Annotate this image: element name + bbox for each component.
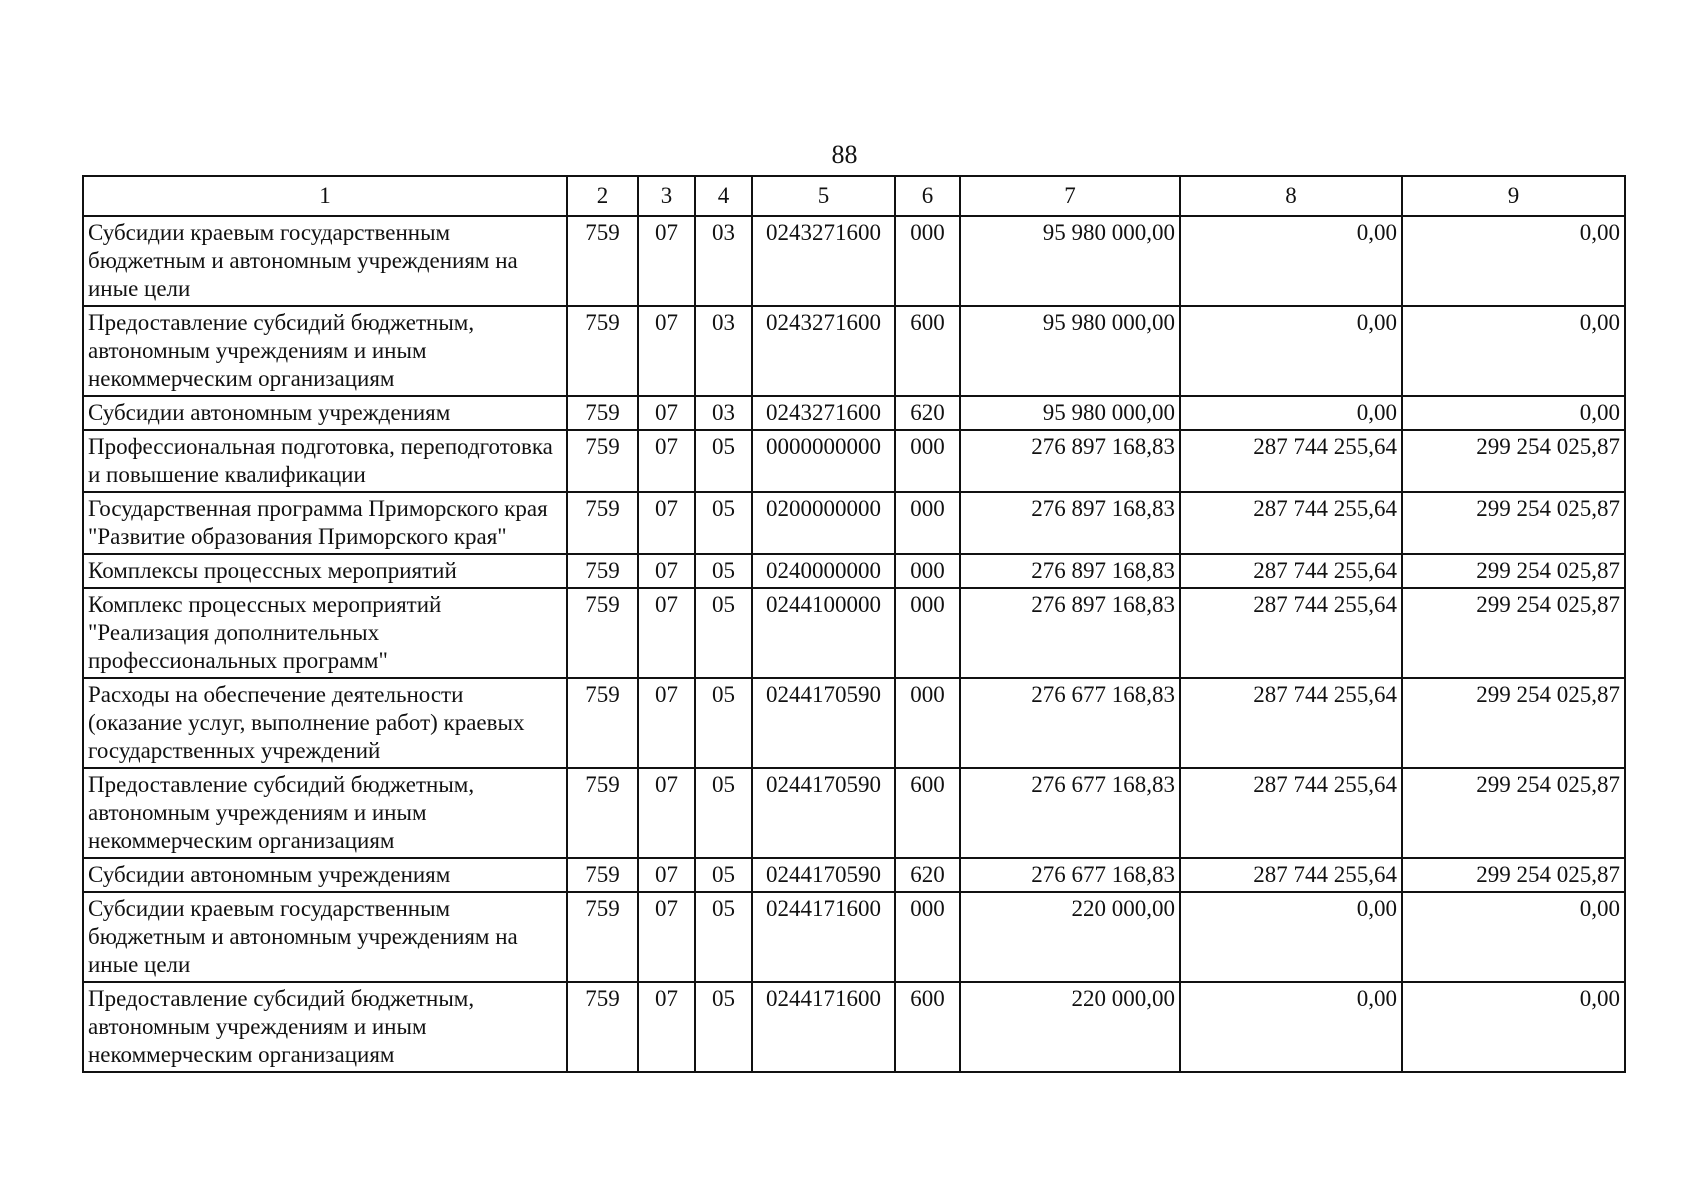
amount-col-8: 0,00 — [1180, 396, 1402, 430]
amount-col-9: 299 254 025,87 — [1402, 768, 1625, 858]
ministry-code: 759 — [567, 858, 638, 892]
table-row — [83, 492, 1625, 554]
column-header: 1 — [83, 176, 567, 216]
amount-col-9: 299 254 025,87 — [1402, 678, 1625, 768]
target-article-code: 0244170590 — [752, 858, 895, 892]
expense-type-code: 000 — [895, 892, 960, 982]
amount-col-9: 299 254 025,87 — [1402, 492, 1625, 554]
section-code: 07 — [638, 892, 695, 982]
expense-type-code: 620 — [895, 396, 960, 430]
expense-type-code: 600 — [895, 768, 960, 858]
target-article-code: 0244171600 — [752, 892, 895, 982]
amount-col-9: 0,00 — [1402, 306, 1625, 396]
item-name: Расходы на обеспечение деятельности (оказание услуг, выполнение работ) краевых государственных учреждений — [83, 678, 567, 768]
amount-col-7: 276 677 168,83 — [960, 768, 1180, 858]
amount-col-9: 299 254 025,87 — [1402, 588, 1625, 678]
subsection-code: 05 — [695, 678, 752, 768]
ministry-code: 759 — [567, 892, 638, 982]
item-name: Субсидии автономным учреждениям — [83, 858, 567, 892]
target-article-code: 0244171600 — [752, 982, 895, 1072]
amount-col-8: 287 744 255,64 — [1180, 678, 1402, 768]
table-row — [83, 216, 1625, 306]
amount-col-7: 220 000,00 — [960, 982, 1180, 1072]
section-code: 07 — [638, 678, 695, 768]
expense-type-code: 000 — [895, 588, 960, 678]
target-article-code: 0200000000 — [752, 492, 895, 554]
column-header: 2 — [567, 176, 638, 216]
amount-col-9: 299 254 025,87 — [1402, 554, 1625, 588]
section-code: 07 — [638, 492, 695, 554]
page-number: 88 — [831, 140, 858, 169]
ministry-code: 759 — [567, 678, 638, 768]
column-header: 3 — [638, 176, 695, 216]
amount-col-8: 287 744 255,64 — [1180, 554, 1402, 588]
subsection-code: 05 — [695, 768, 752, 858]
target-article-code: 0243271600 — [752, 306, 895, 396]
table-row — [83, 588, 1625, 678]
ministry-code: 759 — [567, 982, 638, 1072]
target-article-code: 0244170590 — [752, 678, 895, 768]
table-row — [83, 306, 1625, 396]
ministry-code: 759 — [567, 306, 638, 396]
amount-col-8: 0,00 — [1180, 982, 1402, 1072]
amount-col-9: 0,00 — [1402, 892, 1625, 982]
subsection-code: 03 — [695, 396, 752, 430]
table-row — [83, 396, 1625, 430]
amount-col-9: 0,00 — [1402, 216, 1625, 306]
amount-col-9: 0,00 — [1402, 396, 1625, 430]
column-header: 4 — [695, 176, 752, 216]
target-article-code: 0244170590 — [752, 768, 895, 858]
amount-col-7: 276 897 168,83 — [960, 492, 1180, 554]
section-code: 07 — [638, 588, 695, 678]
column-header: 8 — [1180, 176, 1402, 216]
section-code: 07 — [638, 554, 695, 588]
item-name: Предоставление субсидий бюджетным, автономным учреждениям и иным некоммерческим организациям — [83, 306, 567, 396]
amount-col-8: 287 744 255,64 — [1180, 768, 1402, 858]
column-header: 6 — [895, 176, 960, 216]
table-row — [83, 678, 1625, 768]
table-row — [83, 892, 1625, 982]
amount-col-7: 95 980 000,00 — [960, 306, 1180, 396]
item-name: Профессиональная подготовка, переподготовка и повышение квалификации — [83, 430, 567, 492]
ministry-code: 759 — [567, 216, 638, 306]
subsection-code: 05 — [695, 982, 752, 1072]
section-code: 07 — [638, 768, 695, 858]
ministry-code: 759 — [567, 396, 638, 430]
section-code: 07 — [638, 982, 695, 1072]
subsection-code: 05 — [695, 588, 752, 678]
item-name: Государственная программа Приморского края "Развитие образования Приморского края" — [83, 492, 567, 554]
ministry-code: 759 — [567, 430, 638, 492]
table-row — [83, 554, 1625, 588]
expense-type-code: 000 — [895, 678, 960, 768]
amount-col-8: 287 744 255,64 — [1180, 858, 1402, 892]
expense-type-code: 000 — [895, 554, 960, 588]
table-row — [83, 858, 1625, 892]
amount-col-8: 287 744 255,64 — [1180, 588, 1402, 678]
expense-type-code: 000 — [895, 216, 960, 306]
column-header: 7 — [960, 176, 1180, 216]
amount-col-8: 287 744 255,64 — [1180, 430, 1402, 492]
target-article-code: 0244100000 — [752, 588, 895, 678]
subsection-code: 03 — [695, 306, 752, 396]
expense-type-code: 620 — [895, 858, 960, 892]
amount-col-7: 276 677 168,83 — [960, 858, 1180, 892]
amount-col-8: 0,00 — [1180, 216, 1402, 306]
expense-type-code: 000 — [895, 492, 960, 554]
target-article-code: 0240000000 — [752, 554, 895, 588]
column-header: 5 — [752, 176, 895, 216]
amount-col-9: 0,00 — [1402, 982, 1625, 1072]
expense-type-code: 600 — [895, 982, 960, 1072]
amount-col-9: 299 254 025,87 — [1402, 858, 1625, 892]
table-row — [83, 768, 1625, 858]
amount-col-7: 276 897 168,83 — [960, 554, 1180, 588]
amount-col-8: 287 744 255,64 — [1180, 492, 1402, 554]
subsection-code: 05 — [695, 554, 752, 588]
expense-type-code: 000 — [895, 430, 960, 492]
expense-type-code: 600 — [895, 306, 960, 396]
amount-col-7: 220 000,00 — [960, 892, 1180, 982]
ministry-code: 759 — [567, 768, 638, 858]
subsection-code: 05 — [695, 858, 752, 892]
budget-table — [82, 175, 1626, 1073]
amount-col-7: 95 980 000,00 — [960, 396, 1180, 430]
header-row — [83, 176, 1625, 216]
ministry-code: 759 — [567, 588, 638, 678]
section-code: 07 — [638, 306, 695, 396]
amount-col-8: 0,00 — [1180, 306, 1402, 396]
target-article-code: 0243271600 — [752, 216, 895, 306]
amount-col-7: 276 677 168,83 — [960, 678, 1180, 768]
target-article-code: 0243271600 — [752, 396, 895, 430]
table-row — [83, 430, 1625, 492]
subsection-code: 05 — [695, 492, 752, 554]
item-name: Субсидии краевым государственным бюджетным и автономным учреждениям на иные цели — [83, 892, 567, 982]
column-header: 9 — [1402, 176, 1625, 216]
section-code: 07 — [638, 396, 695, 430]
item-name: Субсидии автономным учреждениям — [83, 396, 567, 430]
item-name: Субсидии краевым государственным бюджетным и автономным учреждениям на иные цели — [83, 216, 567, 306]
item-name: Комплекс процессных мероприятий "Реализация дополнительных профессиональных программ" — [83, 588, 567, 678]
amount-col-7: 95 980 000,00 — [960, 216, 1180, 306]
subsection-code: 05 — [695, 892, 752, 982]
item-name: Предоставление субсидий бюджетным, автономным учреждениям и иным некоммерческим организациям — [83, 768, 567, 858]
table-row — [83, 982, 1625, 1072]
item-name: Комплексы процессных мероприятий — [83, 554, 567, 588]
section-code: 07 — [638, 858, 695, 892]
amount-col-9: 299 254 025,87 — [1402, 430, 1625, 492]
amount-col-7: 276 897 168,83 — [960, 430, 1180, 492]
item-name: Предоставление субсидий бюджетным, автономным учреждениям и иным некоммерческим организациям — [83, 982, 567, 1072]
amount-col-7: 276 897 168,83 — [960, 588, 1180, 678]
section-code: 07 — [638, 216, 695, 306]
amount-col-8: 0,00 — [1180, 892, 1402, 982]
subsection-code: 05 — [695, 430, 752, 492]
subsection-code: 03 — [695, 216, 752, 306]
ministry-code: 759 — [567, 554, 638, 588]
target-article-code: 0000000000 — [752, 430, 895, 492]
section-code: 07 — [638, 430, 695, 492]
ministry-code: 759 — [567, 492, 638, 554]
